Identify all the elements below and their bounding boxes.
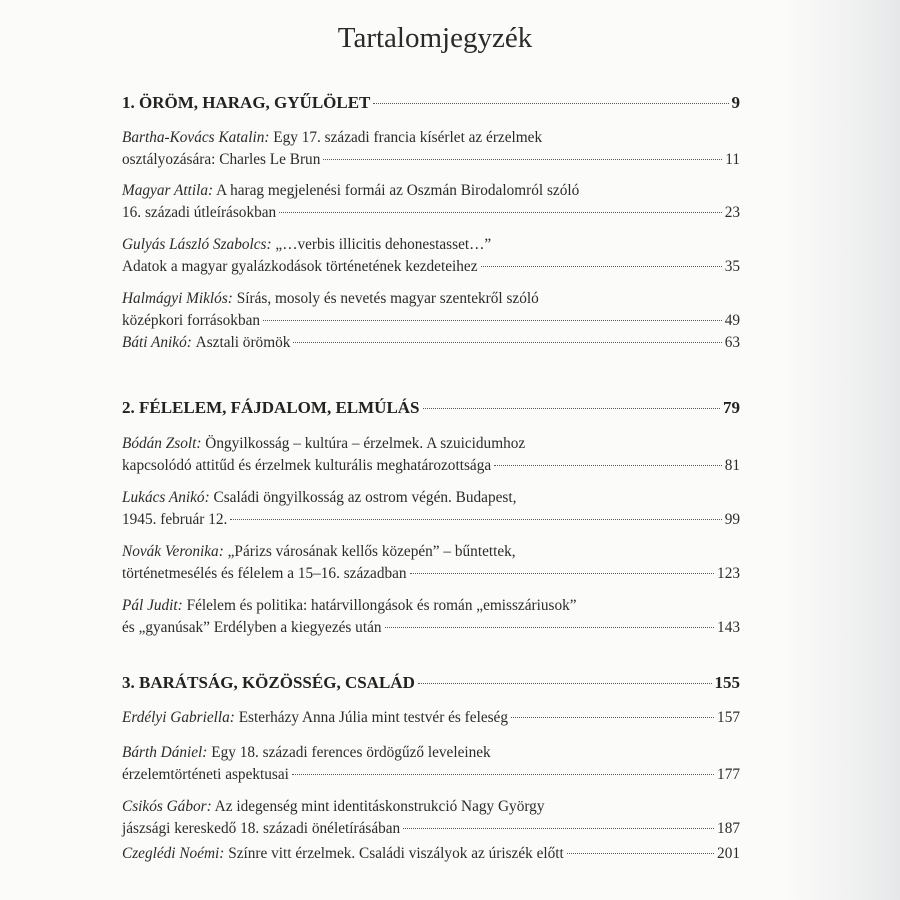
dot-leader	[511, 717, 714, 718]
toc-entry	[122, 742, 740, 786]
entry-author: Bárth Dániel:	[122, 744, 208, 761]
entry-title-line1: „…verbis illicitis dehonestasset…”	[275, 236, 492, 253]
toc-entry	[122, 234, 740, 278]
toc-entry	[122, 433, 740, 477]
toc-entry	[122, 127, 740, 171]
page-number: 155	[714, 673, 740, 692]
entry-title-line1: Egy 17. századi francia kísérlet az érzelmek	[273, 129, 543, 146]
dot-leader	[279, 212, 722, 213]
dot-leader	[567, 853, 714, 854]
toc-entry	[122, 180, 740, 224]
toc-entry	[122, 332, 740, 354]
entry-author: Báti Anikó:	[122, 334, 192, 351]
page-number: 23	[724, 204, 740, 221]
page-number: 187	[717, 820, 740, 837]
page-shadow	[785, 0, 900, 900]
page-number: 143	[717, 619, 740, 636]
dot-leader	[230, 519, 721, 520]
page-number: 79	[723, 398, 740, 417]
entry-author: Lukács Anikó:	[122, 489, 210, 506]
page-number: 35	[724, 258, 740, 275]
entry-title-line2: és „gyanúsak” Erdélyben a kiegyezés után	[122, 619, 382, 636]
section-title: 3. BARÁTSÁG, KÖZÖSSÉG, CSALÁD	[122, 673, 415, 692]
page-number: 157	[717, 709, 740, 726]
entry-title-line1: Színre vitt érzelmek. Családi viszályok az úriszék előtt	[228, 845, 564, 862]
entry-title-line1: Öngyilkosság – kultúra – érzelmek. A szuicidumhoz	[205, 435, 526, 452]
page-number: 11	[725, 151, 740, 168]
entry-author: Novák Veronika:	[122, 543, 224, 560]
dot-leader	[494, 465, 722, 466]
page-number: 81	[724, 457, 740, 474]
entry-author: Bódán Zsolt:	[122, 435, 202, 452]
dot-leader	[410, 573, 714, 574]
entry-author: Gulyás László Szabolcs:	[122, 236, 272, 253]
dot-leader	[423, 408, 720, 409]
entry-title-line1: Az idegenség mint identitáskonstrukció Nagy György	[214, 798, 545, 815]
entry-title-line1: Családi öngyilkosság az ostrom végén. Budapest,	[213, 489, 517, 506]
toc-entry	[122, 796, 740, 840]
section-title: 1. ÖRÖM, HARAG, GYŰLÖLET	[122, 93, 371, 112]
dot-leader	[403, 828, 714, 829]
entry-title-line1: Félelem és politika: határvillongások és román „emisszáriusok”	[186, 597, 577, 614]
section-heading-3	[122, 673, 740, 697]
toc-entry	[122, 595, 740, 639]
page-number: 99	[724, 511, 740, 528]
entry-title-line2: jászsági kereskedő 18. századi önéletírásában	[122, 820, 401, 837]
entry-title-line1: Asztali örömök	[195, 334, 291, 351]
entry-title-line1: Esterházy Anna Júlia mint testvér és feleség	[238, 709, 508, 726]
page-number: 63	[724, 334, 740, 351]
entry-author: Pál Judit:	[122, 597, 183, 614]
dot-leader	[385, 627, 715, 628]
page-title: Tartalomjegyzék	[337, 22, 533, 54]
section-title: 2. FÉLELEM, FÁJDALOM, ELMÚLÁS	[122, 398, 420, 417]
entry-author: Czeglédi Noémi:	[122, 845, 225, 862]
dot-leader	[323, 159, 722, 160]
entry-title-line1: Sírás, mosoly és nevetés magyar szentekről szóló	[236, 290, 539, 307]
toc-entry	[122, 707, 740, 729]
entry-title-line2: történetmesélés és félelem a 15–16. században	[122, 565, 407, 582]
section-heading-1	[122, 93, 740, 117]
entry-title-line1: „Párizs városának kellős közepén” – bűntettek,	[227, 543, 516, 560]
dot-leader	[481, 266, 722, 267]
page-number: 9	[731, 93, 740, 112]
entry-author: Bartha-Kovács Katalin:	[122, 129, 270, 146]
page-number: 49	[724, 312, 740, 329]
page-number: 123	[717, 565, 740, 582]
dot-leader	[373, 103, 728, 104]
entry-title-line2: 1945. február 12.	[122, 511, 228, 528]
entry-title-line2: Adatok a magyar gyalázkodások történetének kezdeteihez	[122, 258, 478, 275]
entry-title-line1: Egy 18. századi ferences ördögűző leveleinek	[211, 744, 491, 761]
entry-title-line2: osztályozására: Charles Le Brun	[122, 151, 321, 168]
entry-author: Csikós Gábor:	[122, 798, 212, 815]
entry-author: Magyar Attila:	[122, 182, 214, 199]
toc-entry	[122, 541, 740, 585]
entry-author: Halmágyi Miklós:	[122, 290, 233, 307]
entry-title-line2: kapcsolódó attitűd és érzelmek kulturális meghatározottsága	[122, 457, 492, 474]
entry-author: Erdélyi Gabriella:	[122, 709, 235, 726]
entry-title-line2: érzelemtörténeti aspektusai	[122, 766, 289, 783]
toc-entry	[122, 288, 740, 332]
dot-leader	[418, 683, 712, 684]
dot-leader	[263, 320, 722, 321]
toc-entry	[122, 487, 740, 531]
entry-title-line1: A harag megjelenési formái az Oszmán Birodalomról szóló	[216, 182, 580, 199]
toc-entry	[122, 843, 740, 865]
dot-leader	[292, 774, 714, 775]
page-number: 177	[717, 766, 740, 783]
dot-leader	[293, 342, 721, 343]
page-number: 201	[717, 845, 740, 862]
section-heading-2	[122, 398, 740, 422]
entry-title-line2: 16. századi útleírásokban	[122, 204, 277, 221]
entry-title-line2: középkori forrásokban	[122, 312, 261, 329]
